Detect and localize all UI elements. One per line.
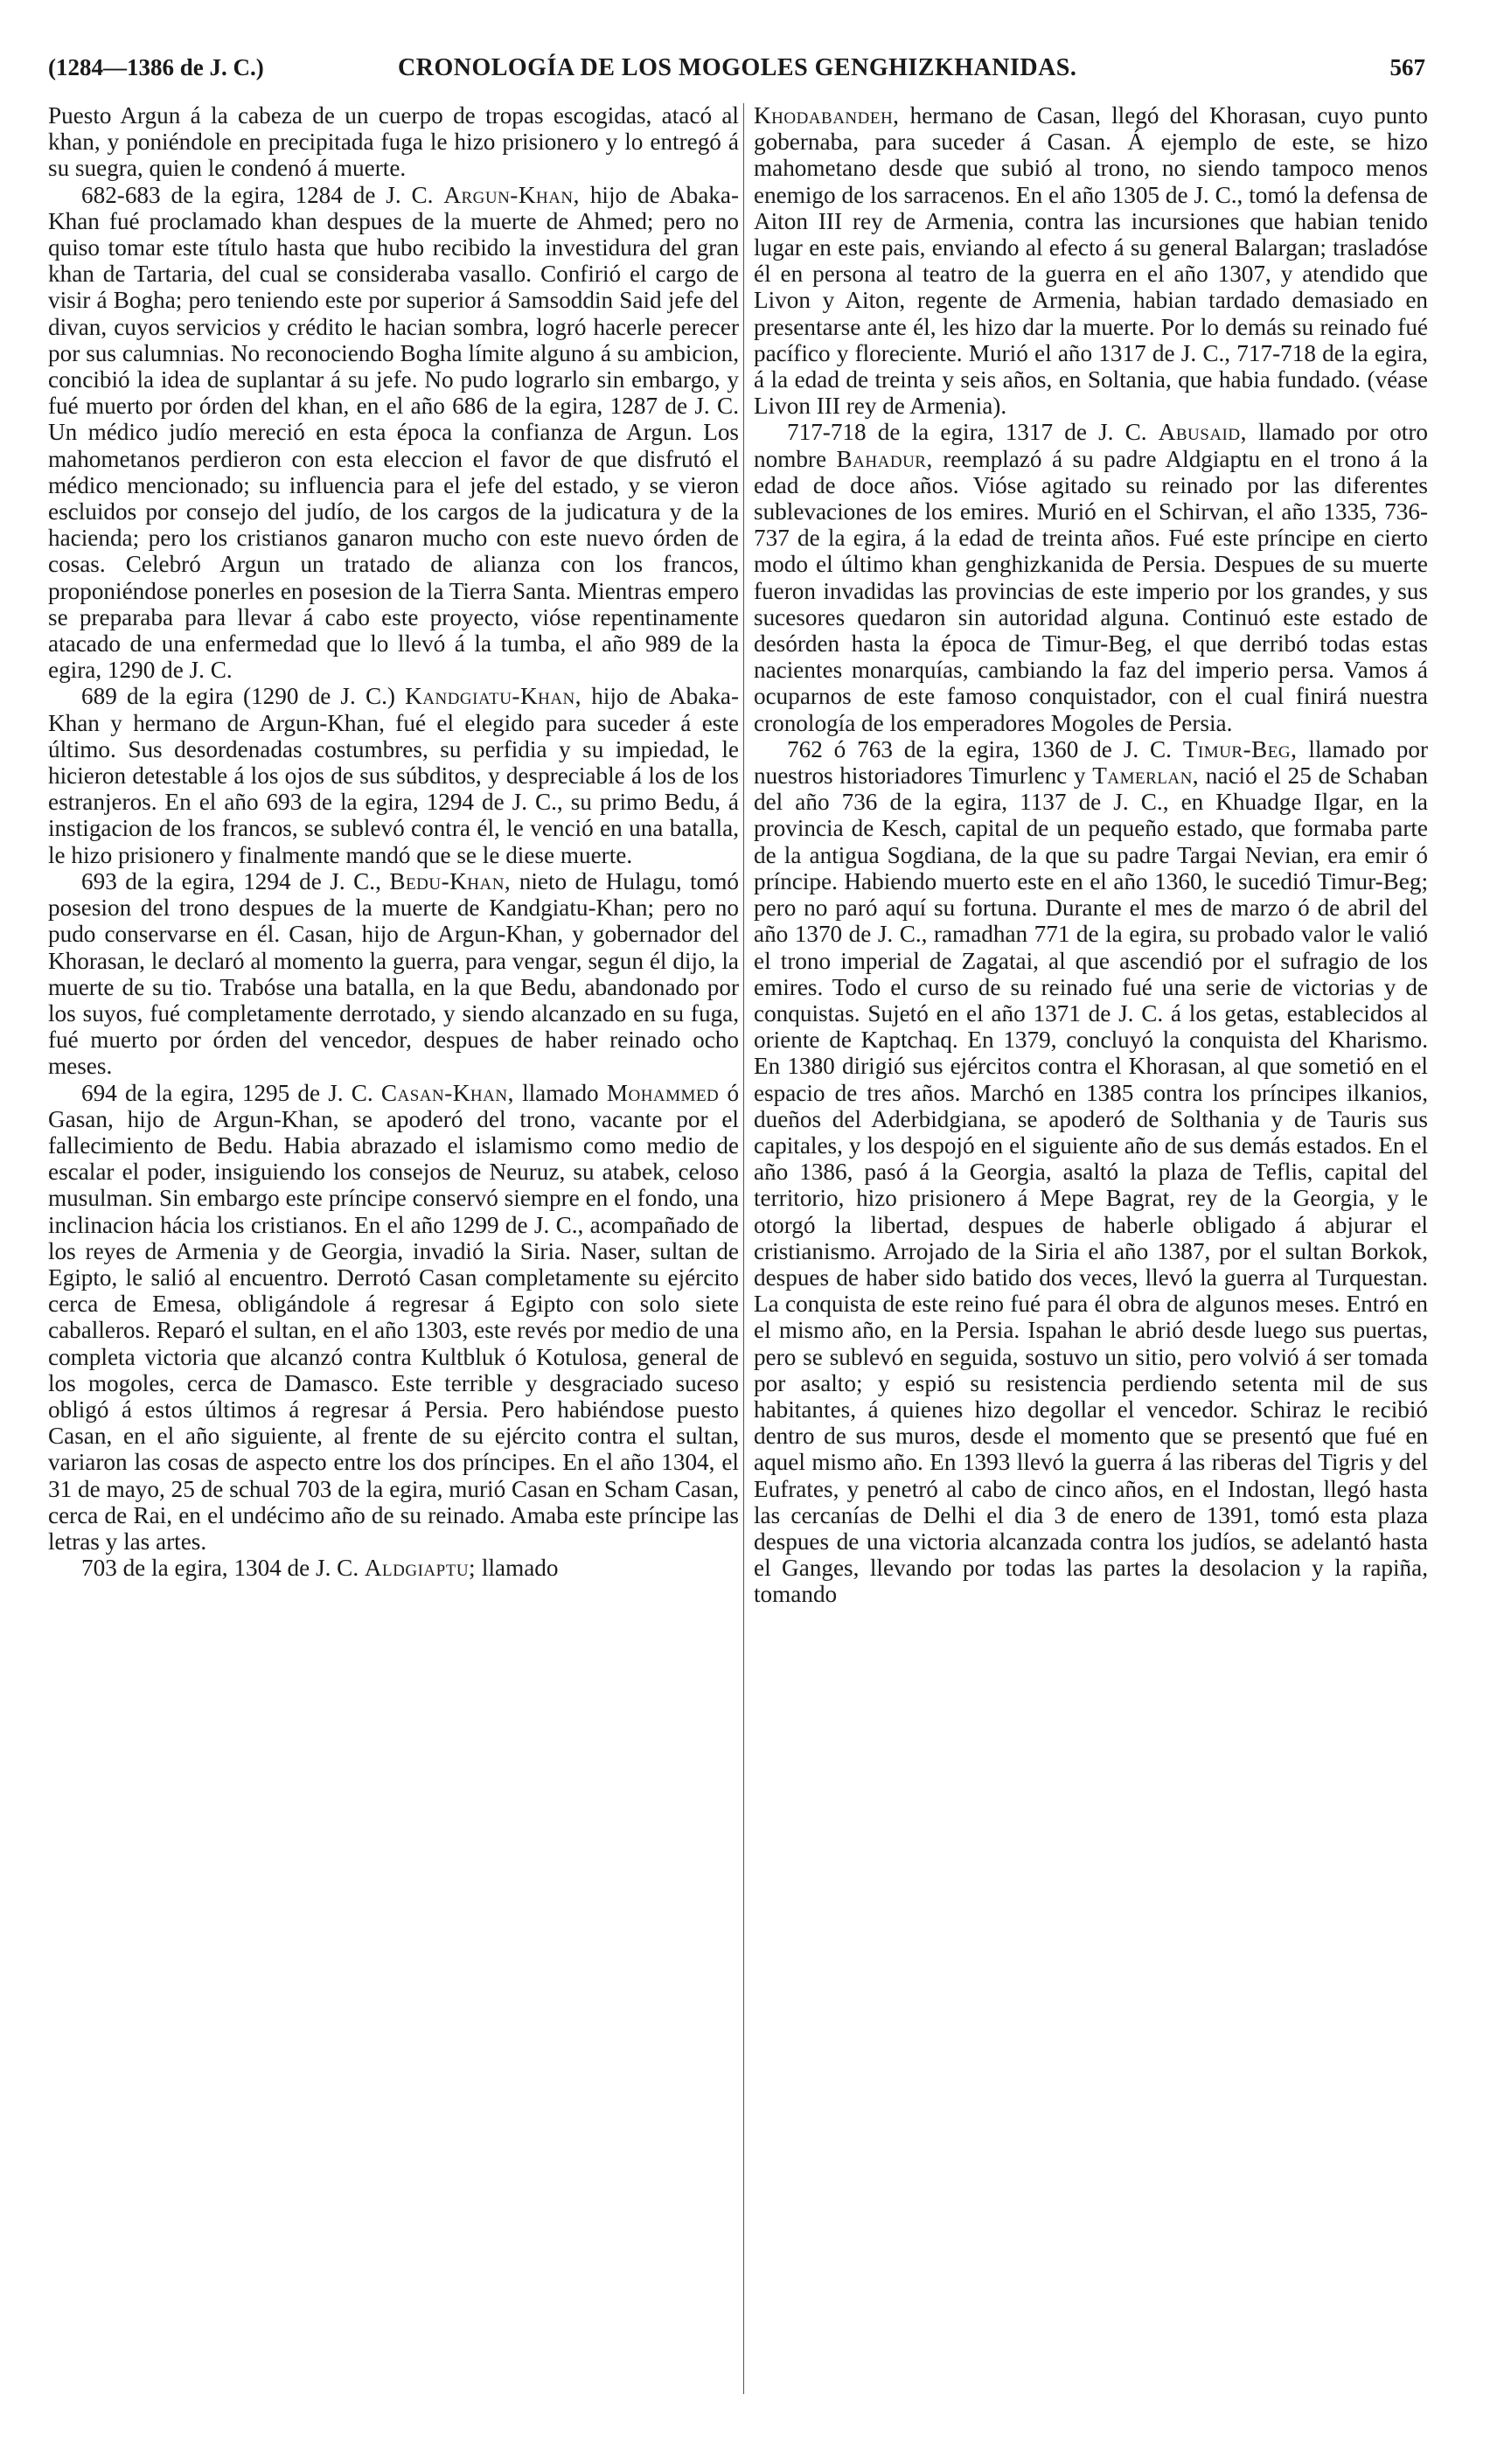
right-column: [754, 102, 1428, 1608]
ruler-name: Kandgiatu-Khan,: [405, 683, 582, 710]
paragraph-text: llamado por nuestros historiadores Timurlenc y: [754, 735, 1429, 790]
page-number: 567: [1389, 54, 1425, 80]
paragraph-text: ó Gasan, hijo de Argun-Khan, se apoderó del trono, vacante por el fallecimiento de Bedu. Habia abrazado el islamismo como medio de escalar el poder, insiguiendo los consejos de Neuruz, su atabek, celoso musulman. Sin embargo este príncipe conservó siempre en el fondo, una inclinacion hácia los cristianos. En el año 1299 de J. C., acompañado de los reyes de Armenia y de Georgia, invadió la Siria. Naser, sultan de Egipto, le salió al encuentro. Derrotó Casan completamente su ejército cerca de Emesa, obligándole á regresar á Egipto con solo siete caballeros. Reparó el sultan, en el año 1303, este revés por medio de una completa victoria que alcanzó contra Kultbluk ó Kotulosa, general de los mogoles, cerca de Damasco. Este terrible y desgraciado suceso obligó á estos últimos á regresar á Persia. Pero habiéndose puesto Casan, en el año siguiente, al frente de su ejército contra el sultan, variaron las cosas de aspecto entre los dos príncipes. En el año 1304, el 31 de mayo, 25 de schual 703 de la egira, murió Casan en Scham Casan, cerca de Rai, en el undécimo año de su reinado. Amaba este príncipe las letras y las artes.: [48, 1079, 740, 1555]
paragraph-text: hijo de Abaka-Khan fué proclamado khan despues de la muerte de Ahmed; pero no quiso tomar este título hasta que hubo recibido la investidura del gran khan de Tartaria, del cual se consideraba vasallo. Confirió el cargo de visir á Bogha; pero teniendo este por superior á Samsoddin Said jefe del divan, cuyos servicios y crédito le hacian sombra, logró hacerle perecer por sus calumnias. No reconociendo Bogha límite alguno á su ambicion, concibió la idea de suplantar á su jefe. No pudo lograrlo sin embargo, y fué muerto por órden del khan, en el año 686 de la egira, 1287 de J. C. Un médico judío mereció en esta época la confianza de Argun. Los mahometanos perdieron con esta eleccion el favor de que disfrutó el médico mencionado; su influencia para el jefe del estado, y se vieron escluidos por consejo del judío, de los cargos de la judicatura y de la hacienda; pero los cristianos ganaron mucho con este nuevo órden de cosas. Celebró Argun un tratado de alianza con los francos, proponiéndose ponerles en posesion de la Tierra Santa. Mientras empero se preparaba para llevar á cabo este proyecto, vióse repentinamente atacado de una enfermedad que lo llevó á la tumba, el año 989 de la egira, 1290 de J. C.: [48, 181, 740, 684]
entry-date: 762 ó 763 de la egira, 1360 de J. C.: [787, 735, 1172, 762]
paragraph: [754, 736, 1428, 1608]
paragraph: [48, 683, 739, 867]
header-date-range: (1284—1386 de J. C.): [48, 54, 264, 80]
ruler-name: Timur-Beg,: [1182, 735, 1298, 762]
paragraph: [48, 102, 739, 182]
entry-date: 693 de la egira, 1294 de J. C.,: [81, 867, 381, 894]
column-divider: [743, 103, 744, 2394]
paragraph: [48, 182, 739, 684]
entry-date: 682-683 de la egira, 1284 de J. C.: [81, 181, 434, 208]
ruler-name: Tamerlan,: [1092, 762, 1200, 790]
paragraph-text: nació el 25 de Schaban del año 736 de la egira, 1137 de J. C., en Khuadge Ilgar, en la provincia de Kesch, capital de un pequeño estado, que formaba parte de la antigua Sogdiana, de la que su padre Targai Nevian, era emir ó príncipe. Habiendo muerto este en el año 1360, le sucedió Timur-Beg; pero no paró aquí su fortuna. Durante el mes de marzo ó de abril del año 1370 de J. C., ramadhan 771 de la egira, su probado valor le valió el trono imperial de Zagatai, al que ascendió por el sufragio de los emires. Todo el curso de su reinado fué una serie de victorias y de conquistas. Sujetó en el año 1371 de J. C. á los getas, establecidos al oriente de Kaptchaq. En 1379, concluyó la conquista del Kharismo. En 1380 dirigió sus ejércitos contra el Khorasan, al que sometió en el espacio de tres años. Marchó en 1385 contra los príncipes ilkanios, dueños del Aderbidgiana, se apoderó de Solthania y de Tauris sus capitales, y los despojó en el siguiente año de sus demás estados. En el año 1386, pasó á la Georgia, asaltó la plaza de Teflis, capital del territorio, hizo prisionero á Mepe Bagrat, rey de la Georgia, y le otorgó la libertad, despues de haberle obligado á abjurar el cristianismo. Arrojado de la Siria el año 1387, por el sultan Borkok, despues de haber sido batido dos veces, llevó la guerra al Turquestan. La conquista de este reino fué para él obra de algunos meses. Entró en el mismo año, en la Persia. Ispahan le abrió desde luego sus puertas, pero se sublevó en seguida, sostuvo un sitio, pero volvió á ser tomada por asalto; y espió su resistencia perdiendo setenta mil de sus habitantes, á quienes hizo degollar el vencedor. Schiraz le recibió dentro de sus muros, desde el momento que se presentó que fué en aquel mismo año. En 1393 llevó la guerra á las riberas del Tigris y del Eufrates, y penetró al cabo de cinco años, en el Indostan, llegó hasta las cercanías de Delhi el dia 3 de enero de 1391, tomó esta plaza despues de una victoria alcanzada contra los judíos, se adelantó hasta el Ganges, llevando por todas las partes la desolacion y la rapiña, tomando: [754, 762, 1429, 1608]
running-header: [48, 54, 1425, 93]
paragraph: [48, 868, 739, 1080]
paragraph-text: reemplazó á su padre Aldgiaptu en el trono á la edad de doce años. Vióse agitado su reinado por las diferentes sublevaciones de los emires. Murió en el Schirvan, el año 1335, 736-737 de la egira, á la edad de treinta años. Fué este príncipe en cierto modo el último khan genghizkanida de Persia. Despues de su muerte fueron invadidas las provincias de este imperio por los grandes, y sus sucesores quedaron sin autoridad alguna. Continuó este estado de desórden hasta la época de Timur-Beg, el que derribó todas estas nacientes monarquías, cambiando la faz del imperio persa. Vamos á ocuparnos de este famoso conquistador, con el cual finirá nuestra cronología de los emperadores Mogoles de Persia.: [754, 445, 1429, 736]
entry-date: 717-718 de la egira, 1317 de J. C.: [787, 419, 1147, 446]
ruler-name: Bahadur,: [836, 445, 933, 472]
entry-date: 703 de la egira, 1304 de J. C.: [81, 1555, 359, 1582]
paragraph-text: llamado por otro nombre: [754, 419, 1429, 472]
ruler-name: Argun-Khan,: [443, 181, 580, 208]
paragraph-text: Puesto Argun á la cabeza de un cuerpo de tropas escogidas, atacó al khan, y poniéndole en precipitada fuga le hizo prisionero y lo entregó á su suegra, quien le condenó á muerte.: [48, 102, 739, 182]
ruler-name: Khodabandeh,: [754, 102, 900, 129]
left-column: [48, 102, 739, 1581]
paragraph: [754, 102, 1428, 419]
entry-date: 694 de la egira, 1295 de J. C.: [81, 1079, 373, 1106]
paragraph-text: llamado: [481, 1555, 559, 1582]
paragraph: [48, 1080, 739, 1556]
paragraph: [754, 419, 1428, 735]
ruler-name: Abusaid,: [1158, 419, 1247, 446]
entry-date: 689 de la egira (1290 de J. C.): [81, 683, 395, 710]
paragraph-text: hijo de Abaka-Khan y hermano de Argun-Khan, fué el elegido para suceder á este último. Sus desordenadas costumbres, su perfidia y su impiedad, le hicieron detestable á los ojos de sus súbditos, y despreciable á los de los estranjeros. En el año 693 de la egira, 1294 de J. C., su primo Bedu, á instigacion de los francos, se sublevó contra él, le venció en una batalla, le hizo prisionero y finalmente mandó que se le diese muerte.: [48, 683, 740, 868]
paragraph-text: nieto de Hulagu, tomó posesion del trono despues de la muerte de Kandgiatu-Khan; pero no pudo conservarse en él. Casan, hijo de Argun-Khan, y gobernador del Khorasan, le declaró al momento la guerra, para vengar, segun él dijo, la muerte de su tio. Trabóse una batalla, en la que Bedu, abandonado por los suyos, fué completamente derrotado, y siendo alcanzado en su fuga, fué muerto por órden del vencedor, despues de haber reinado ocho meses.: [48, 867, 740, 1080]
ruler-name: Casan-Khan,: [380, 1079, 514, 1106]
header-title: CRONOLOGÍA DE LOS MOGOLES GENGHIZKHANIDAS.: [398, 54, 1077, 81]
ruler-name: Mohammed: [606, 1079, 720, 1106]
ruler-name: Aldgiaptu;: [364, 1555, 477, 1582]
paragraph-text: llamado: [522, 1079, 599, 1106]
paragraph: [48, 1555, 739, 1581]
paragraph-text: hermano de Casan, llegó del Khorasan, cuyo punto gobernaba, para suceder á Casan. Á ejemplo de este, se hizo mahometano desde que subió al trono, no siendo tampoco menos enemigo de los sarracenos. En el año 1305 de J. C., tomó la defensa de Aiton III rey de Armenia, contra las incursiones que habian tenido lugar en este pais, enviando al efecto á su general Balargan; trasladóse él en persona al teatro de la guerra en el año 1307, y atendido que Livon y Aiton, regente de Armenia, habian tardado demasiado en presentarse ante él, les hizo dar la muerte. Por lo demás su reinado fué pacífico y floreciente. Murió el año 1317 de J. C., 717-718 de la egira, á la edad de treinta y seis años, en Soltania, que habia fundado. (véase Livon III rey de Armenia).: [754, 102, 1429, 420]
ruler-name: Bedu-Khan,: [389, 867, 512, 894]
